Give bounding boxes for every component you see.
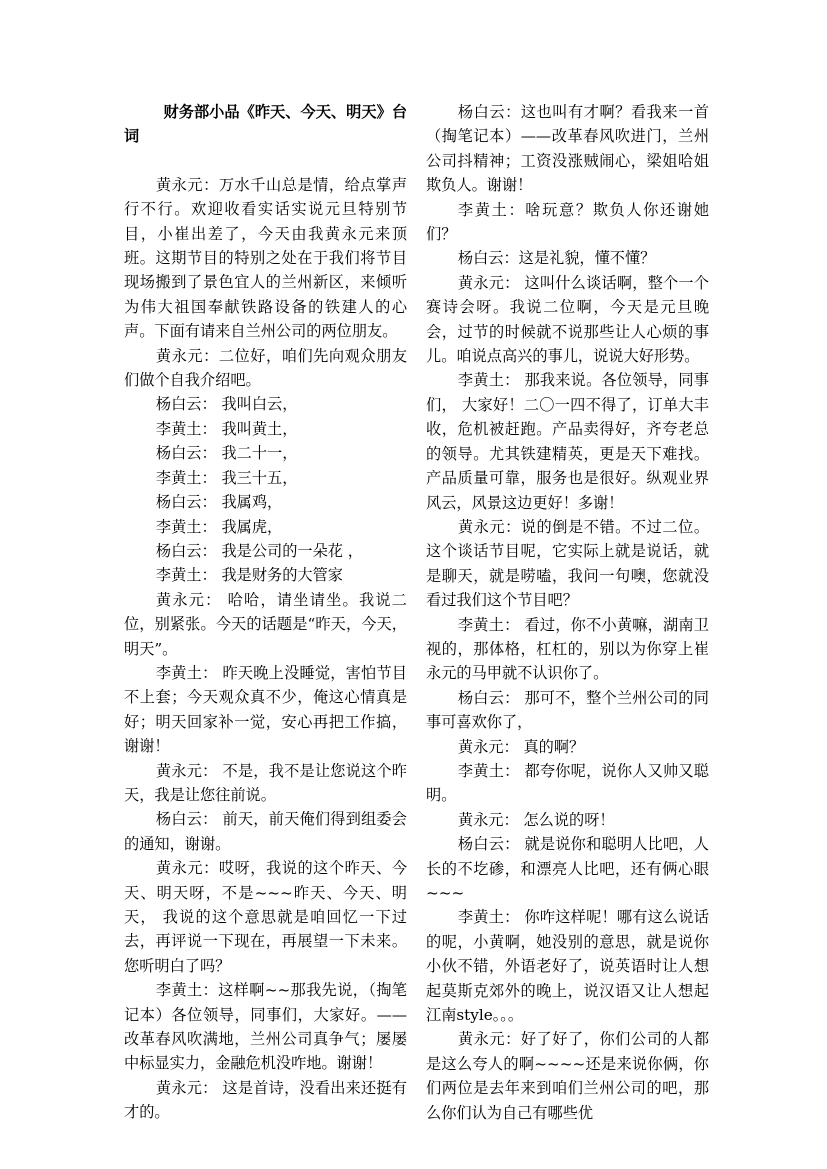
script-line: 李黄土： 我属虎， bbox=[155, 517, 283, 536]
script-line: 黄永元： 真的啊？ bbox=[457, 737, 585, 756]
script-line: 李黄土： 我三十五， bbox=[155, 468, 298, 487]
script-line: 李黄土： 都夸你呢，说你人又帅又聪明。 bbox=[426, 761, 709, 805]
script-line: 杨白云： 就是说你和聪明人比吧，人长的不圪碜，和漂亮人比吧，还有俩心眼~~~ bbox=[426, 835, 709, 902]
script-line: 李黄土： 你咋这样呢！哪有这么说话的呢，小黄啊，她没别的意思，就是说你小伙不错，外语老好了，说英语时让人想起莫斯克郊外的晚上，说汉语又让人想起江南style。。。 bbox=[426, 908, 709, 1025]
script-line: 黄永元： 这是首诗，没看出来还挺有才的。 bbox=[124, 1078, 407, 1122]
script-line: 杨白云： 我二十一， bbox=[155, 444, 298, 463]
script-line: 黄永元： 哈哈，请坐请坐。我说二位，别紧张。今天的话题是“昨天，今天，明天”。 bbox=[124, 590, 407, 658]
script-line: 杨白云： 我叫白云， bbox=[155, 395, 298, 414]
script-line: 李黄土：这样啊~~那我先说，（掏笔记本）各位领导，同事们，大家好。——改革春风吹满地，兰州公司真争气；屡屡中标显实力，金融危机没咋地。谢谢！ bbox=[124, 981, 407, 1073]
left-column bbox=[124, 100, 407, 1125]
script-line: 杨白云： 我属鸡， bbox=[155, 493, 283, 512]
script-line: 李黄土： 昨天晚上没睡觉，害怕节目不上套；今天观众真不少，俺这心情真是好；明天回家补一觉，安心再把工作搞，谢谢！ bbox=[124, 663, 407, 756]
script-line: 杨白云： 那可不，整个兰州公司的同事可喜欢你了， bbox=[426, 688, 709, 732]
script-line: 黄永元：万水千山总是情，给点掌声行不行。欢迎收看实话实说元旦特别节目，小崔出差了，今天由我黄永元来顶班。这期节目的特别之处在于我们将节目现场搬到了景色宜人的兰州新区，来倾听为伟大祖国奉献铁路设备的铁建人的心声。下面有请来自兰州公司的两位朋友。 bbox=[124, 175, 407, 341]
script-line: 杨白云： 我是公司的一朵花 ， bbox=[155, 541, 363, 560]
script-line: 李黄土： 看过，你不小黄嘛，湖南卫视的，那体格，杠杠的，别以为你穿上崔永元的马甲就不认识你了。 bbox=[426, 615, 709, 683]
script-line: 杨白云： 前天，前天俺们得到组委会的通知，谢谢。 bbox=[124, 810, 407, 853]
script-line: 杨白云：这是礼貌，懂不懂？ bbox=[457, 249, 656, 268]
right-column bbox=[426, 100, 709, 1125]
script-line: 黄永元：好了好了，你们公司的人都是这么夸人的啊~~~~还是来说你俩，你们两位是去年来到咱们兰州公司的吧，那么你们认为自己有哪些优 bbox=[426, 1030, 709, 1122]
script-line: 黄永元： 这叫什么谈话啊，整个一个赛诗会呀。我说二位啊，今天是元旦晚会，过节的时候就不说那些让人心烦的事儿。咱说点高兴的事儿，说说大好形势。 bbox=[426, 273, 709, 366]
script-line: 李黄土： 我是财务的大管家 bbox=[155, 566, 343, 585]
script-line: 黄永元：哎呀，我说的这个昨天、今天、明天呀，不是~~~昨天、今天、明天， 我说的这个意思就是咱回忆一下过去，再评说一下现在，再展望一下未来。您听明白了吗？ bbox=[124, 859, 407, 975]
script-line: 李黄土：啥玩意？欺负人你还谢她们？ bbox=[426, 200, 709, 244]
script-line: 李黄土： 那我来说。各位领导，同事们， 大家好！二〇一四不得了，订单大丰收，危机被赶跑。产品卖得好，齐夸老总的领导。尤其铁建精英，更是天下难找。产品质量可靠，服务也是很好。纵观业界风云，风景这边更好！多谢！ bbox=[426, 371, 709, 512]
script-line: 杨白云：这也叫有才啊？看我来一首（掏笔记本）——改革春风吹进门，兰州公司抖精神；工资没涨贼闹心，梁姐哈姐欺负人。谢谢！ bbox=[426, 103, 709, 195]
script-line: 李黄土： 我叫黄土， bbox=[155, 419, 298, 438]
script-line: 黄永元： 不是，我不是让您说这个昨天，我是让您往前说。 bbox=[124, 761, 407, 804]
script-line: 黄永元： 怎么说的呀！ bbox=[457, 810, 615, 829]
script-line: 黄永元：二位好，咱们先向观众朋友们做个自我介绍吧。 bbox=[124, 346, 407, 390]
script-line: 黄永元：说的倒是不错。不过二位。这个谈话节目呢，它实际上就是说话，就是聊天，就是唠嗑，我问一句噢，您就没看过我们这个节目吧？ bbox=[426, 517, 709, 610]
document-title: 财务部小品《昨天、今天、明天》台词 bbox=[124, 103, 407, 146]
